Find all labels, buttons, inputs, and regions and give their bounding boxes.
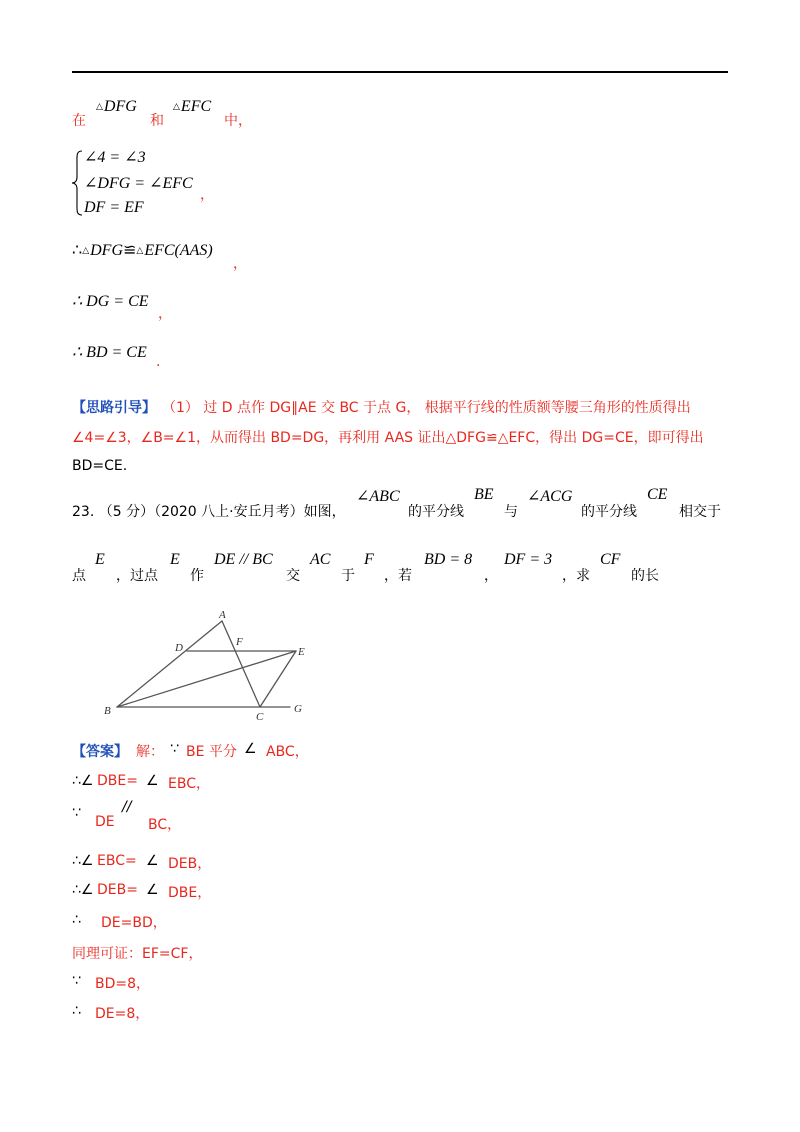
equation-3: DF = EF [84, 199, 144, 216]
problem-text-9: 于 [341, 568, 355, 584]
answer-l2-dbe: DBE= [97, 773, 138, 789]
problem-math-be: BE [474, 486, 494, 503]
answer-l1-abc: ABC， [266, 744, 309, 760]
answer-l2-symbols: ∴∠ [72, 773, 94, 789]
problem-math-df3: DF = 3 [504, 551, 553, 568]
problem-text-1: 的平分线 [408, 504, 464, 520]
answer-l9-therefore: ∴ [72, 1003, 81, 1019]
problem-text-5: 点 [72, 568, 86, 584]
problem-text-2: 与 [504, 504, 518, 520]
answer-l6-therefore: ∴ [72, 912, 81, 928]
answer-l4-angle: ∠ [146, 853, 159, 869]
hint-line-1: （1） 过 D 点作 DG∥AE 交 BC 于点 G， 根据平行线的性质额等腰三角形的性质得出 [162, 400, 691, 416]
therefore-symbol: ∴ [72, 242, 83, 259]
system-comma: ， [200, 187, 214, 203]
answer-l5-dbe: DBE， [168, 885, 212, 901]
triangle-dfg-label: DFG [103, 98, 137, 115]
answer-l4-deb: DEB， [168, 856, 212, 872]
problem-math-abc: ∠ABC [356, 488, 400, 505]
answer-l3-de: DE [95, 814, 115, 830]
problem-math-acg: ∠ACG [527, 488, 573, 505]
answer-l3-because: ∵ [72, 805, 81, 821]
problem-text-10: ，若 [384, 568, 412, 584]
equation-2: ∠DFG = ∠EFC [84, 175, 193, 192]
text-zai: 在 [72, 113, 86, 129]
answer-l9-text: DE=8， [95, 1006, 150, 1022]
point-label-e: E [298, 646, 305, 658]
concl2-comma: ， [158, 306, 172, 322]
problem-math-e1: E [95, 551, 105, 568]
concl3-period: . [156, 354, 161, 370]
answer-l2-angle: ∠ [146, 773, 159, 789]
problem-text-4: 相交于 [679, 504, 721, 520]
answer-l1-angle: ∠ [244, 741, 257, 757]
answer-l1-because: ∵ [170, 741, 179, 757]
answer-l8-because: ∵ [72, 973, 81, 989]
answer-l5-deb: DEB= [97, 882, 138, 898]
cong-tri-a: DFG [90, 242, 123, 259]
problem-text-13: 的长 [631, 568, 659, 584]
answer-l6-text: DE=BD， [101, 915, 167, 931]
conclusion-bd-ce: ∴ BD = CE [72, 344, 147, 361]
problem-math-ce: CE [647, 486, 668, 503]
header-rule [72, 71, 728, 73]
problem-math-bd8: BD = 8 [424, 551, 473, 568]
answer-l3-parallel: // [122, 799, 132, 815]
point-label-b: B [104, 705, 111, 717]
problem-math-e2: E [170, 551, 180, 568]
geometry-figure [95, 605, 325, 730]
hint-label: 【思路引导】 [72, 400, 156, 416]
equation-1: ∠4 = ∠3 [84, 149, 146, 166]
answer-l8-text: BD=8， [95, 976, 151, 992]
answer-l3-bc: BC， [148, 817, 182, 833]
answer-l4-ebc: EBC= [97, 853, 137, 869]
problem-math-de-bc: DE // BC [214, 551, 273, 568]
answer-prefix: 解： [136, 744, 164, 760]
hint-line-2: ∠4=∠3，∠B=∠1，从而得出 BD=DG，再利用 AAS 证出△DFG≌△EFC，得出 DG=CE，即可得出 [72, 430, 704, 446]
segment-ba [117, 621, 222, 707]
answer-l7-text: 同理可证：EF=CF， [72, 946, 203, 962]
text-he: 和 [150, 113, 164, 129]
point-label-d: D [175, 642, 183, 654]
problem-text-7: 作 [190, 568, 204, 584]
point-label-g: G [294, 703, 302, 715]
concl1-comma: ， [233, 256, 247, 272]
segment-be [117, 651, 296, 707]
answer-l5-symbols: ∴∠ [72, 882, 94, 898]
answer-l4-symbols: ∴∠ [72, 853, 94, 869]
point-label-a: A [219, 609, 226, 621]
point-label-c: C [256, 711, 264, 723]
problem-text-6: ，过点 [116, 568, 158, 584]
text-zhong: 中， [224, 113, 252, 129]
problem-text-12: ，求 [562, 568, 590, 584]
hint-line-3: BD=CE. [72, 458, 128, 474]
brace-icon [71, 150, 83, 216]
problem-text-11: ， [484, 568, 498, 584]
problem-text-8: 交 [286, 568, 300, 584]
cong-reason: (AAS) [174, 242, 213, 259]
answer-l1-text: BE 平分 [186, 744, 237, 760]
triangle-dfg: △DFG [96, 98, 137, 115]
problem-math-cf: CF [600, 551, 621, 568]
answer-l5-angle: ∠ [146, 882, 159, 898]
conclusion-dg-ce: ∴ DG = CE [72, 293, 149, 310]
problem-math-f: F [364, 551, 374, 568]
triangle-efc-label: EFC [180, 98, 212, 115]
problem-math-ac: AC [310, 551, 331, 568]
congruence-statement: ∴△DFG≌△EFC(AAS) [72, 242, 213, 259]
segment-ce [260, 651, 296, 707]
answer-l2-ebc: EBC， [168, 776, 210, 792]
problem-text-3: 的平分线 [581, 504, 637, 520]
congruent-symbol: ≌ [123, 242, 137, 259]
problem-number: 23. （5 分）（2020 八上·安丘月考）如图， [72, 504, 346, 520]
answer-label: 【答案】 [72, 744, 128, 760]
triangle-efc: △EFC [173, 98, 212, 115]
cong-tri-b: EFC [144, 242, 175, 259]
point-label-f: F [236, 636, 243, 648]
